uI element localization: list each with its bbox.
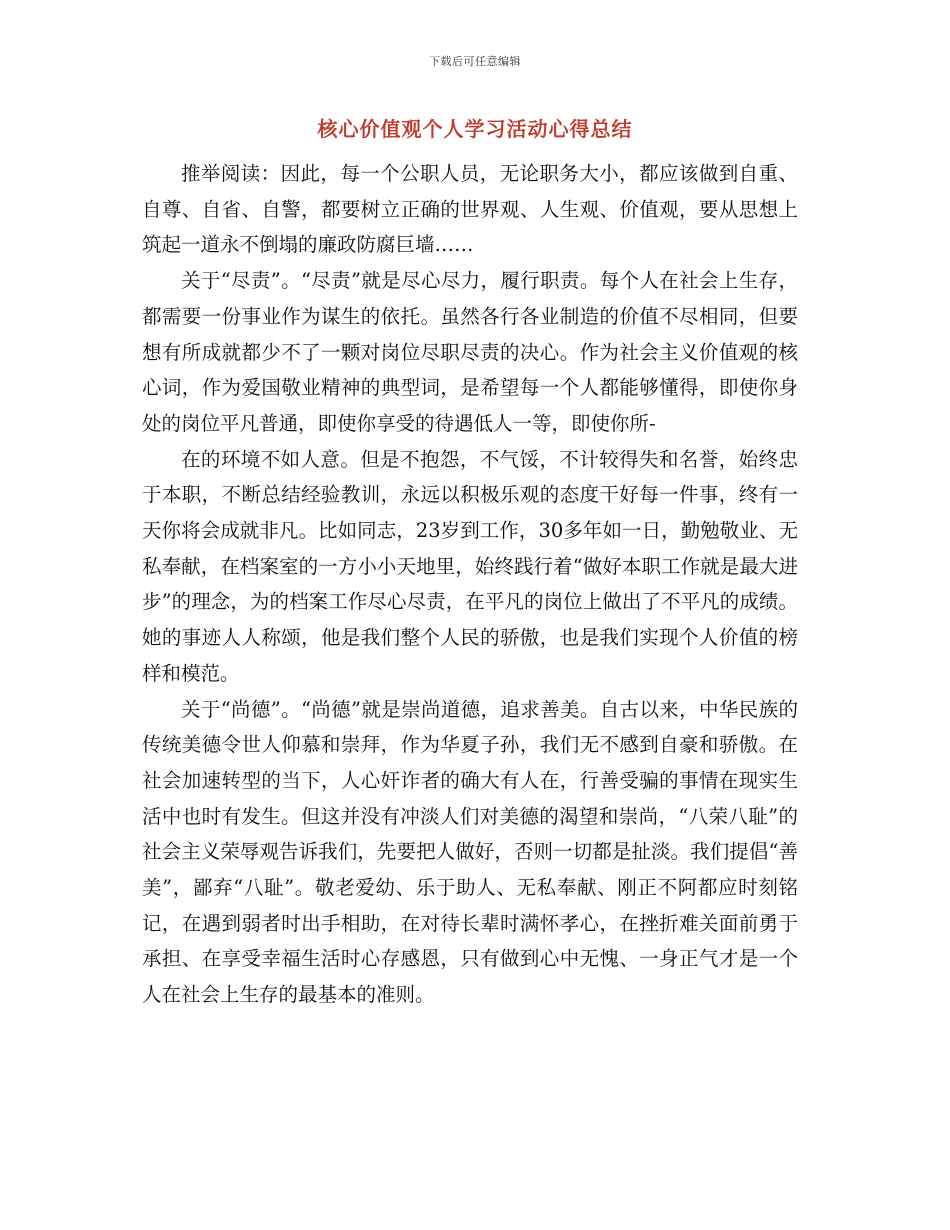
document-body xyxy=(142,156,798,1013)
paragraph-duty: 关于“尽责”。“尽责”就是尽心尽力，履行职责。每个人在社会上生存，都需要一份事业作为谋生的依托。虽然各行各业制造的价值不尽相同，但要想有所成就都少不了一颗对岗位尽职尽责的决心。作为社会主义价值观的核心词，作为爱国敬业精神的典型词，是希望每一个人都能够懂得，即使你身处的岗位平凡普通，即使你享受的待遇低人一等，即使你所- xyxy=(142,269,798,435)
header-note: 下载后可任意编辑 xyxy=(429,55,521,68)
document-title: 核心价值观个人学习活动心得总结 xyxy=(317,117,633,141)
paragraph-recommended-reading: 推举阅读：因此，每一个公职人员，无论职务大小，都应该做到自重、自尊、自省、自警，都要树立正确的世界观、人生观、价值观，要从思想上筑起一道永不倒塌的廉政防腐巨墙…… xyxy=(142,162,798,257)
paragraph-environment: 在的环境不如人意。但是不抱怨，不气馁，不计较得失和名誉，始终忠于本职，不断总结经验教训，永远以积极乐观的态度干好每一件事，终有一天你将会成就非凡。比如同志，23岁到工作，30多年如一日，勤勉敬业、无私奉献，在档案室的一方小小天地里，始终践行着“做好本职工作就是最大进步”的理念，为的档案工作尽心尽责，在平凡的岗位上做出了不平凡的成绩。她的事迹人人称颂，他是我们整个人民的骄傲，也是我们实现个人价值的榜样和模范。 xyxy=(142,447,798,685)
paragraph-virtue: 关于“尚德”。“尚德”就是崇尚道德，追求善美。自古以来，中华民族的传统美德令世人仰慕和崇拜，作为华夏子孙，我们无不感到自豪和骄傲。在社会加速转型的当下，人心奸诈者的确大有人在，行善受骗的事情在现实生活中也时有发生。但这并没有冲淡人们对美德的渴望和崇尚，“八荣八耻”的社会主义荣辱观告诉我们，先要把人做好，否则一切都是扯淡。我们提倡“善美”，鄙弃“八耻”。敬老爱幼、乐于助人、无私奉献、刚正不阿都应时刻铭记，在遇到弱者时出手相助，在对待长辈时满怀孝心，在挫折难关面前勇于承担、在享受幸福生活时心存感恩，只有做到心中无愧、一身正气才是一个人在社会上生存的最基本的准则。 xyxy=(142,697,798,1007)
